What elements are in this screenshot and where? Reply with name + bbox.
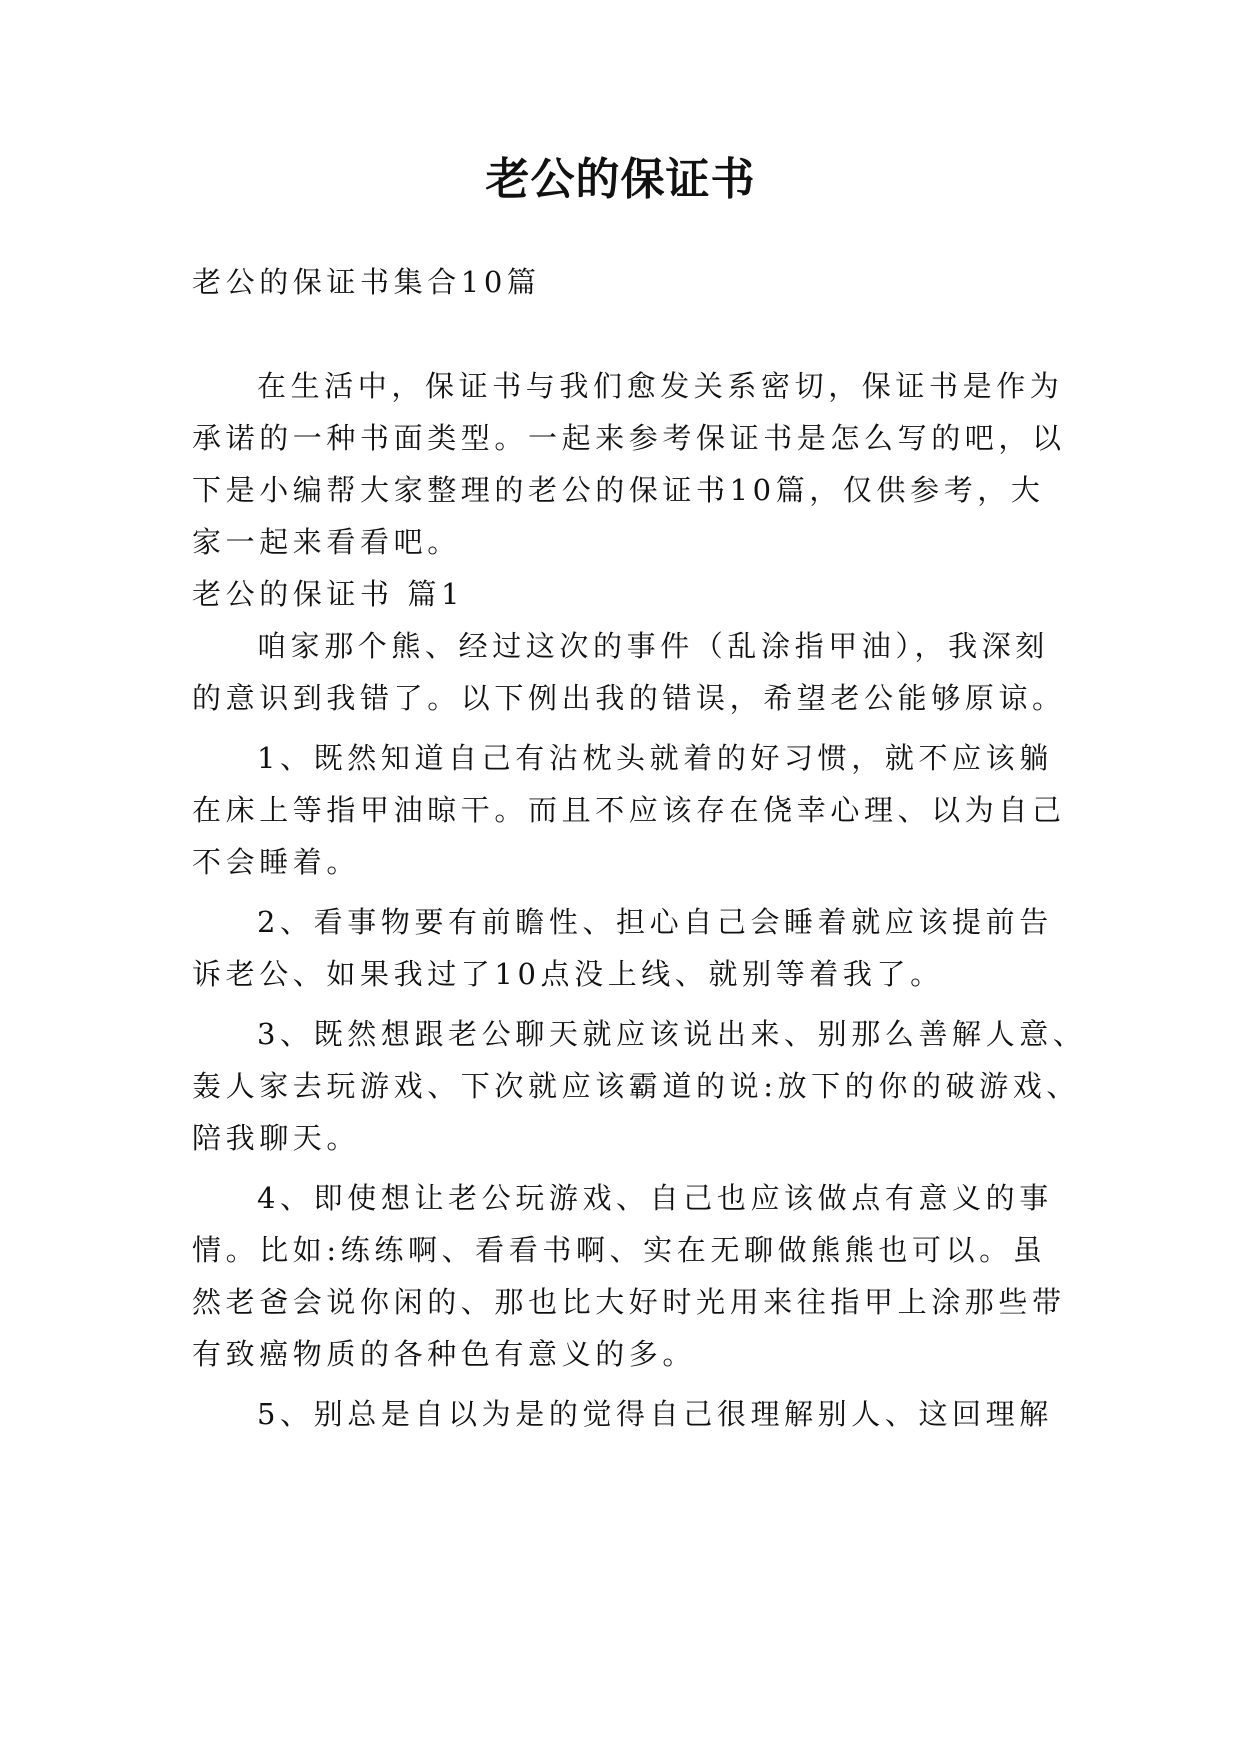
body-line: 然老爸会说你闲的、那也比大好时光用来往指甲上涂那些带 xyxy=(192,1285,1066,1319)
body-line: 5、别总是自以为是的觉得自己很理解别人、这回理解 xyxy=(257,1397,1053,1431)
intro-line: 下是小编帮大家整理的老公的保证书10篇，仅供参考，大 xyxy=(192,473,1045,507)
section-heading: 老公的保证书 篇1 xyxy=(192,577,465,611)
body-line: 在床上等指甲油晾干。而且不应该存在侥幸心理、以为自己 xyxy=(192,793,1066,827)
document-title: 老公的保证书 xyxy=(485,154,756,205)
body-line: 情。比如:练练啊、看看书啊、实在无聊做熊熊也可以。虽 xyxy=(192,1233,1047,1267)
document-subtitle: 老公的保证书集合10篇 xyxy=(192,265,541,299)
body-line: 有致癌物质的各种色有意义的多。 xyxy=(192,1337,697,1371)
body-line: 3、既然想跟老公聊天就应该说出来、别那么善解人意、 xyxy=(257,1017,1087,1051)
intro-line: 承诺的一种书面类型。一起来参考保证书是怎么写的吧，以 xyxy=(192,421,1066,455)
body-line: 2、看事物要有前瞻性、担心自己会睡着就应该提前告 xyxy=(257,905,1053,939)
body-line: 4、即使想让老公玩游戏、自己也应该做点有意义的事 xyxy=(257,1181,1053,1215)
body-line: 诉老公、如果我过了10点没上线、就别等着我了。 xyxy=(192,957,944,991)
body-line: 轰人家去玩游戏、下次就应该霸道的说:放下的你的破游戏、 xyxy=(192,1069,1080,1103)
intro-line: 在生活中，保证书与我们愈发关系密切，保证书是作为 xyxy=(257,369,1064,403)
body-line: 1、既然知道自己有沾枕头就着的好习惯，就不应该躺 xyxy=(257,741,1053,775)
body-line: 不会睡着。 xyxy=(192,845,361,879)
body-line: 的意识到我错了。以下例出我的错误，希望老公能够原谅。 xyxy=(192,681,1066,715)
body-line: 咱家那个熊、经过这次的事件（乱涂指甲油），我深刻 xyxy=(257,629,1049,663)
body-line: 陪我聊天。 xyxy=(192,1121,361,1155)
intro-line: 家一起来看看吧。 xyxy=(192,525,461,559)
